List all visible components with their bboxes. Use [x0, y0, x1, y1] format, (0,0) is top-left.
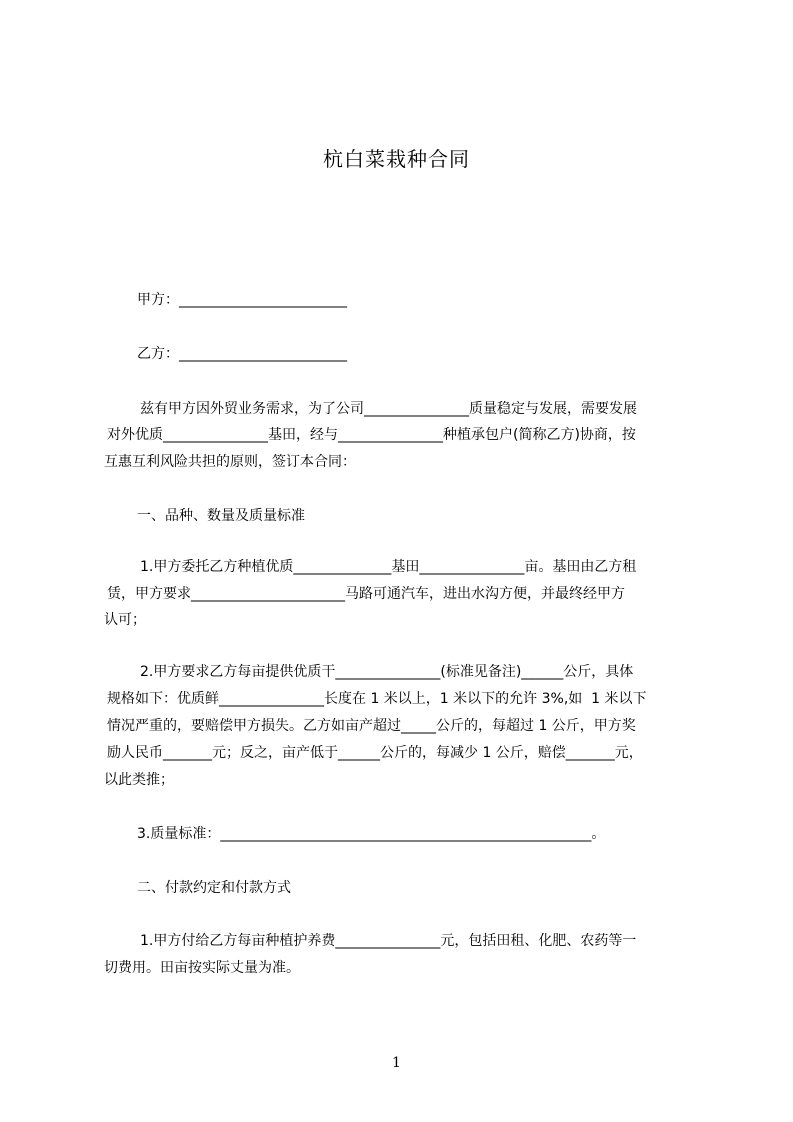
clause-line: 认可；	[104, 612, 146, 628]
section-heading: 一、品种、数量及质量标准	[137, 508, 305, 524]
party-b-line: 乙方：________________________	[137, 346, 347, 362]
section-heading: 二、付款约定和付款方式	[137, 880, 291, 896]
clause-line: 2.甲方要求乙方每亩提供优质干_______________(标准见备注)______公斤，具体	[140, 664, 634, 680]
clause-line: 情况严重的，要赔偿甲方损失。乙方如亩产超过_____公斤的，每超过 1 公斤，甲方奖	[107, 718, 636, 734]
clause-line: 赁，甲方要求______________________马路可通汽车，进出水沟方便，并最终经甲方	[107, 586, 625, 602]
clause-line: 3.质量标准：_____________________________________________________。	[137, 826, 606, 842]
clause-line: 励人民币_______元；反之，亩产低于______公斤的，每减少 1 公斤，赔偿_______元，	[107, 745, 643, 761]
party-a-line: 甲方：________________________	[137, 292, 347, 308]
clause-line: 1.甲方付给乙方每亩种植护养费_______________元，包括田租、化肥、农药等一	[140, 933, 637, 949]
page-number: 1	[392, 1055, 401, 1071]
clause-line: 切费用。田亩按实际丈量为准。	[104, 960, 300, 976]
clause-line: 规格如下：优质鲜_______________长度在 1 米以上，1 米以下的允许 3%,如 1 米以下	[107, 691, 647, 707]
clause-line: 以此类推；	[104, 772, 174, 788]
document-title: 杭白菜栽种合同	[323, 147, 470, 171]
intro-line: 互惠互利风险共担的原则，签订本合同：	[104, 454, 356, 470]
clause-line: 1.甲方委托乙方种植优质______________基田_______________亩。基田由乙方租	[140, 559, 637, 575]
intro-line: 兹有甲方因外贸业务需求，为了公司_______________质量稳定与发展，需要发展	[140, 401, 637, 417]
intro-line: 对外优质_______________基田，经与_______________种植承包户(简称乙方)协商，按	[107, 427, 636, 443]
